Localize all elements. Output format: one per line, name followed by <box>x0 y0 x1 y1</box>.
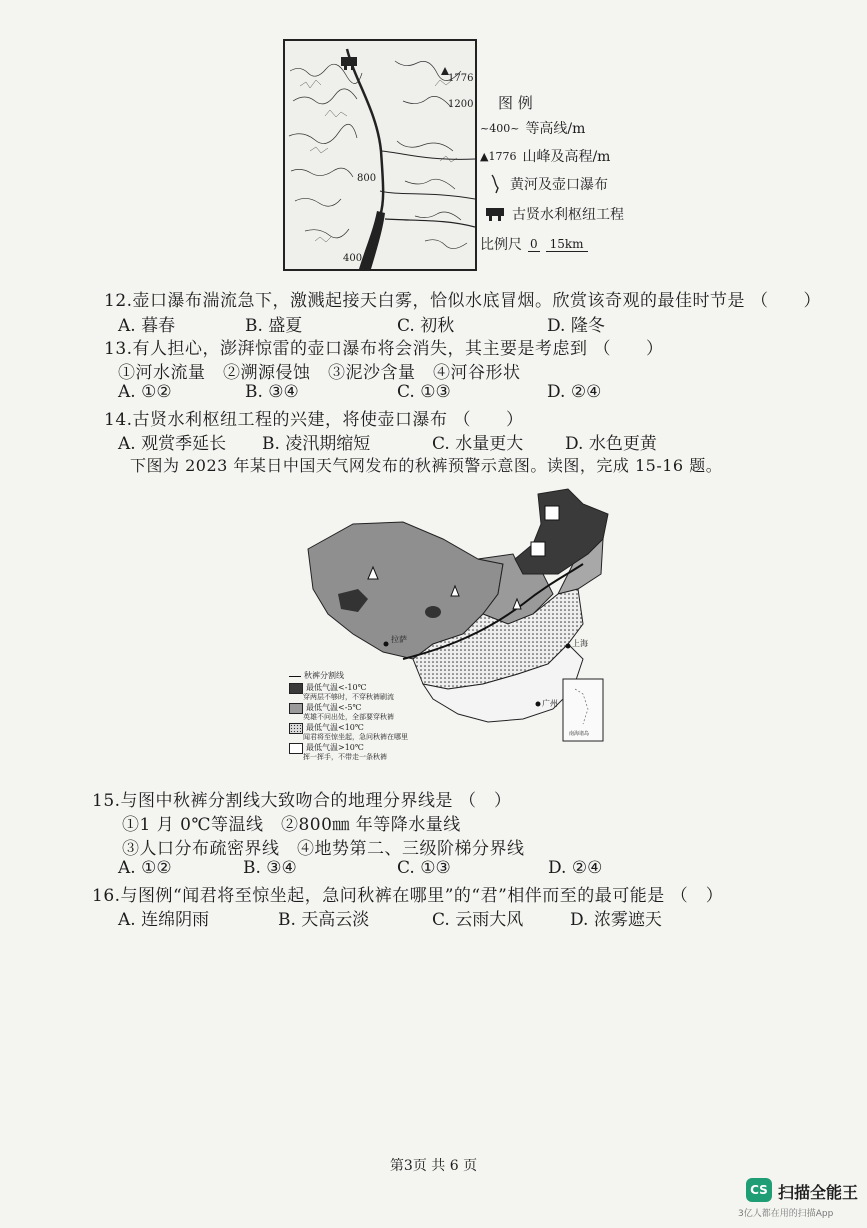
intro-15-16: 下图为 2023 年某日中国天气网发布的秋裤预警示意图。读图，完成 15-16 题。 <box>130 456 723 475</box>
q13-option-d: D. ②④ <box>547 382 602 402</box>
scale-value: 15km <box>546 237 588 252</box>
camscanner-logo-icon: CS <box>746 1178 772 1202</box>
question-15-sub2: ③人口分布疏密界线 ④地势第二、三级阶梯分界线 <box>122 839 525 859</box>
question-13-stem: 13.有人担心，澎湃惊雷的壶口瀑布将会消失，其主要是考虑到 （ ） <box>104 339 664 359</box>
question-14-stem: 14.古贤水利枢纽工程的兴建，将使壶口瀑布 （ ） <box>104 410 524 430</box>
q15-option-d: D. ②④ <box>548 858 603 878</box>
q14-option-c: C. 水量更大 <box>432 434 524 454</box>
scale-zero: 0 <box>530 236 538 251</box>
question-15-sub1: ①1 月 0℃等温线 ②800㎜ 年等降水量线 <box>122 815 461 835</box>
legend-peak <box>480 146 610 166</box>
q15-option-b: B. ③④ <box>243 858 297 878</box>
city-label-lhasa: 拉萨 <box>391 635 407 644</box>
legend-dam-label: 古贤水利枢纽工程 <box>512 207 624 223</box>
legend-level4-note: 挥一挥手，不带走一条秋裤 <box>303 753 387 761</box>
q16-option-c: C. 云雨大风 <box>432 910 524 930</box>
dam-icon <box>484 206 506 222</box>
map1-legend-title: 图 例 <box>498 94 533 112</box>
legend-contour <box>480 118 585 138</box>
q14-option-d: D. 水色更黄 <box>565 434 657 454</box>
legend-river-label: 黄河及壶口瀑布 <box>510 177 608 193</box>
city-label-guangzhou: 广州 <box>542 699 558 708</box>
legend-contour-symbol: ~400~ <box>480 121 520 135</box>
legend-line-label: 秋裤分割线 <box>304 671 344 680</box>
legend-scale <box>480 234 588 254</box>
question-13-sub: ①河水流量 ②溯源侵蚀 ③泥沙含量 ④河谷形状 <box>118 363 521 383</box>
topographic-map-drawing <box>285 41 475 269</box>
china-warning-map <box>283 484 623 774</box>
legend-level1-note: 穿两层不够时，不穿秋裤刷流 <box>303 693 394 701</box>
inset-label: 南海诸岛 <box>569 731 590 737</box>
q12-option-b: B. 盛夏 <box>245 316 303 336</box>
legend-level2-note: 英雄不问出处，全部要穿秋裤 <box>303 713 394 721</box>
q15-option-c: C. ①③ <box>397 858 451 878</box>
legend-river <box>488 174 608 194</box>
q14-option-a: A. 观赏季延长 <box>118 434 227 454</box>
river-waterfall-icon <box>488 174 504 194</box>
page-footer: 第3页 共 6 页 <box>389 1158 478 1174</box>
q13-option-b: B. ③④ <box>245 382 299 402</box>
q15-option-a: A. ①② <box>118 858 172 878</box>
legend-peak-label: 山峰及高程/m <box>522 149 611 165</box>
question-15-stem: 15.与图中秋裤分割线大致吻合的地理分界线是 （ ） <box>92 791 512 811</box>
scale-label: 比例尺 <box>480 237 522 253</box>
legend-level4-label: 最低气温>10℃ <box>306 743 364 752</box>
q16-option-b: B. 天高云淡 <box>278 910 370 930</box>
contour-label-1200: 1200 <box>448 99 474 110</box>
legend-contour-label: 等高线/m <box>525 121 586 137</box>
q13-option-c: C. ①③ <box>397 382 451 402</box>
legend-level1-label: 最低气温<-10℃ <box>306 683 367 692</box>
contour-label-400: 400 <box>343 253 363 264</box>
legend-level2-label: 最低气温<-5℃ <box>306 703 362 712</box>
hukou-topographic-map <box>283 39 477 271</box>
legend-level3-note: 闻君将至惊坐起，急问秋裤在哪里 <box>303 733 408 741</box>
map2-legend-line <box>289 670 344 681</box>
legend-level3-label: 最低气温<10℃ <box>306 723 364 732</box>
q14-option-b: B. 凌汛期缩短 <box>262 434 371 454</box>
q13-option-a: A. ①② <box>118 382 172 402</box>
peak-elevation-label: 1776 <box>448 73 474 84</box>
question-16-stem: 16.与图例“闻君将至惊坐起，急问秋裤在哪里”的“君”相伴而至的最可能是 （ ） <box>92 886 724 906</box>
scanner-tagline: 3亿人都在用的扫描App <box>738 1209 834 1219</box>
legend-dam <box>484 204 624 224</box>
scanner-app-name: 扫描全能王 <box>778 1183 859 1202</box>
q16-option-a: A. 连绵阴雨 <box>118 910 210 930</box>
city-label-shanghai: 上海 <box>572 639 588 648</box>
contour-label-800: 800 <box>357 173 377 184</box>
question-12-stem: 12.壶口瀑布湍流急下，激溅起接天白雾，恰似水底冒烟。欣赏该奇观的最佳时节是 （ ） <box>104 291 821 311</box>
legend-peak-symbol: ▲1776 <box>480 149 517 163</box>
q12-option-c: C. 初秋 <box>397 316 455 336</box>
q12-option-d: D. 隆冬 <box>547 316 605 336</box>
q12-option-a: A. 暮春 <box>118 316 176 336</box>
q16-option-d: D. 浓雾遮天 <box>570 910 662 930</box>
